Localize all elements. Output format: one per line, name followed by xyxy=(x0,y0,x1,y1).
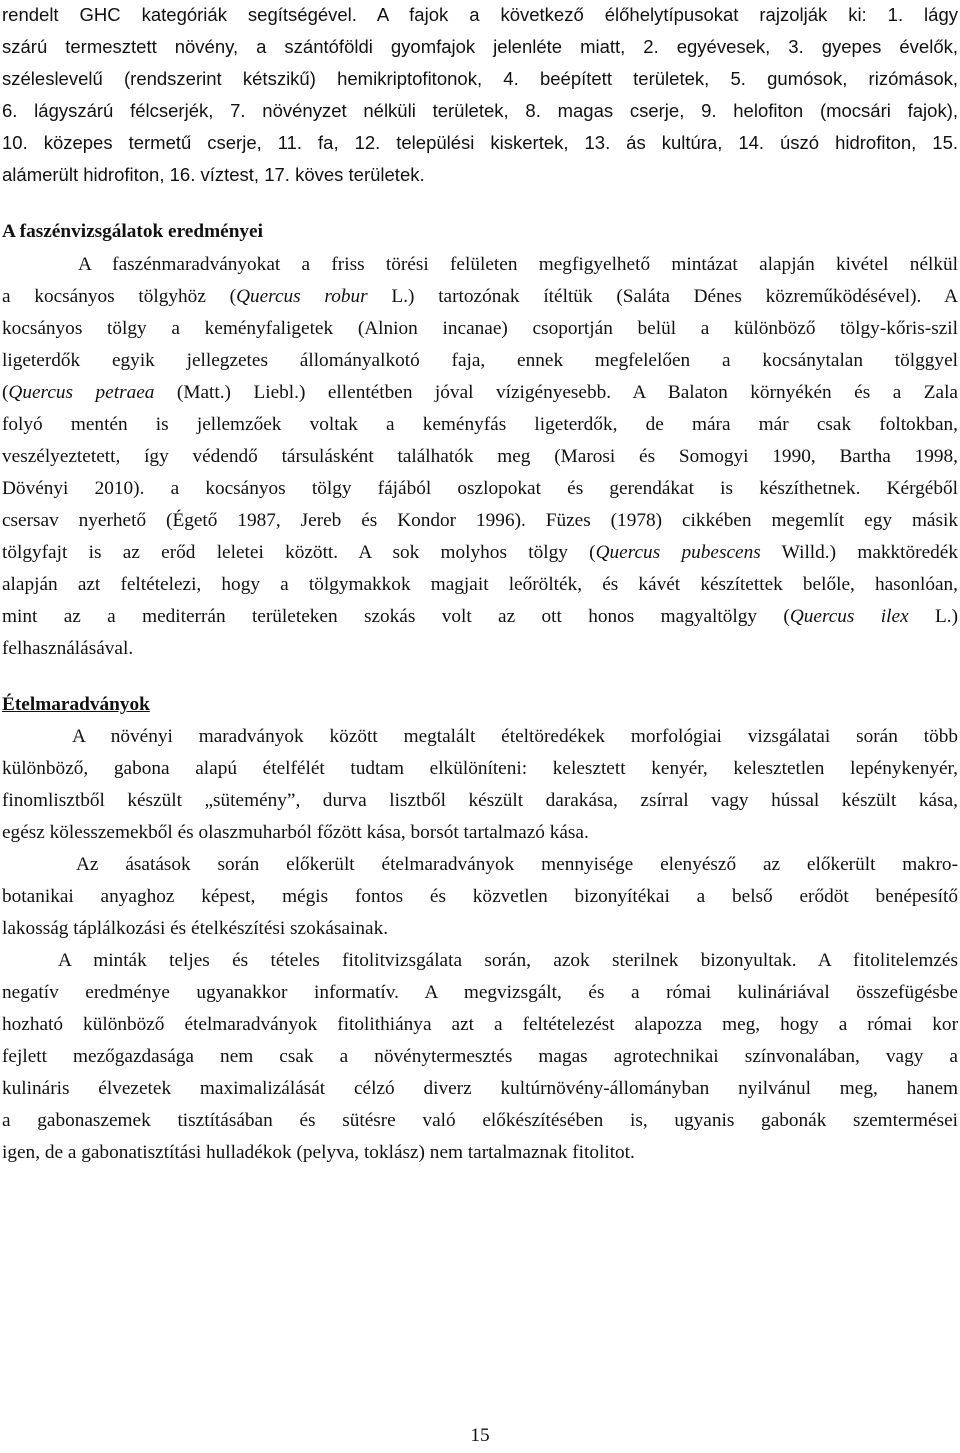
text-line: egész kölesszemekből és olaszmuharból főzött kása, borsót tartalmazó kása. xyxy=(2,822,589,843)
text-line: igen, de a gabonatisztítási hulladékok (pelyva, toklász) nem tartalmaznak fitolitot. xyxy=(2,1142,635,1163)
text-line: szárú termesztett növény, a szántóföldi gyomfajok jelenléte miatt, 2. egyévesek, 3. gyepes évelők, xyxy=(2,36,958,57)
text-line: finomlisztből készült „sütemény”, durva lisztből készült darakása, zsírral vagy hússal készült kása, xyxy=(2,790,958,811)
page-number: 15 xyxy=(470,1425,490,1446)
text-line: csersav nyerhető (Égető 1987, Jereb és Kondor 1996). Füzes (1978) cikkében megemlít egy másik xyxy=(2,510,958,531)
species-name: Quercus pubescens xyxy=(595,542,761,563)
text-line: mint az a mediterrán területeken szokás volt az ott honos magyaltölgy (Quercus ilex L.) xyxy=(2,606,958,627)
text-line: különböző, gabona alapú ételfélét tudtam elkülöníteni: kelesztett kenyér, kelesztetlen lepénykenyér, xyxy=(2,758,958,779)
text-line: folyó mentén is jellemzőek voltak a keményfás ligeterdők, de mára már csak foltokban, xyxy=(2,414,958,435)
text-line: fejlett mezőgazdasága nem csak a növénytermesztés magas agrotechnikai színvonalában, vagy a xyxy=(2,1046,958,1067)
section-heading-food-remains: Ételmaradványok xyxy=(2,694,150,715)
text-line: A növényi maradványok között megtalált ételtöredékek morfológiai vizsgálatai során több xyxy=(72,726,958,747)
text-line: botanikai anyaghoz képest, mégis fontos és közvetlen bizonyítékai a belső erődöt benépesítő xyxy=(2,886,958,907)
text-line: A faszénmaradványokat a friss törési felületen megfigyelhető mintázat alapján kivétel nélkül xyxy=(78,254,958,275)
text-line: 10. közepes termetű cserje, 11. fa, 12. települési kiskertek, 13. ás kultúra, 14. úszó hidrofiton, 15. xyxy=(2,132,958,153)
text-line: (Quercus petraea (Matt.) Liebl.) ellentétben jóval vízigényesebb. A Balaton környékén és a Zala xyxy=(2,382,958,403)
species-name: Quercus robur xyxy=(236,286,368,307)
text-line: felhasználásával. xyxy=(2,638,134,659)
section-heading-charcoal: A faszénvizsgálatok eredményei xyxy=(2,221,263,242)
text-line: a gabonaszemek tisztításában és sütésre való előkészítésében is, ugyanis gabonák szemtermései xyxy=(2,1110,958,1131)
text-line: Az ásatások során előkerült ételmaradványok mennyisége elenyésző az előkerült makro- xyxy=(76,854,958,875)
text-line: ligeterdők egyik jellegzetes állományalkotó faja, ennek megfelelően a kocsánytalan tölggyel xyxy=(2,350,958,371)
text-line: negatív eredménye ugyanakkor informatív. A megvizsgált, és a római kulináriával összefügésbe xyxy=(2,982,958,1003)
text-line: hozható különböző ételmaradványok fitolithiánya azt a feltételezést alapozza meg, hogy a római kor xyxy=(2,1014,958,1035)
text-line: széleslevelű (rendszerint kétszikű) hemikriptofitonok, 4. beépített területek, 5. gumósok, rizómások, xyxy=(2,68,958,89)
text-line: lakosság táplálkozási és ételkészítési szokásainak. xyxy=(2,918,389,939)
species-name: Quercus petraea xyxy=(8,382,155,403)
text-line: kocsányos tölgy a keményfaligetek (Alnion incanae) csoportján belül a különböző tölgy-kőris-szil xyxy=(2,318,958,339)
text-line: tölgyfajt is az erőd leletei között. A sok molyhos tölgy (Quercus pubescens Willd.) makktöredék xyxy=(2,542,958,563)
text-line: alapján azt feltételezi, hogy a tölgymakkok magjait leőrölték, és kávét készítettek belőle, hasonlóan, xyxy=(2,574,958,595)
text-line: a kocsányos tölgyhöz (Quercus robur L.) tartozónak ítéltük (Saláta Dénes közreműködésével). A xyxy=(2,286,958,307)
text-line: 6. lágyszárú félcserjék, 7. növényzet nélküli területek, 8. magas cserje, 9. helofiton (mocsári fajok), xyxy=(2,100,958,121)
text-line: Dövényi 2010). a kocsányos tölgy fájából oszlopokat és gerendákat is készíthetnek. Kérgéből xyxy=(2,478,958,499)
text-line: rendelt GHC kategóriák segítségével. A fajok a következő élőhelytípusokat rajzolják ki: 1. lágy xyxy=(2,4,958,25)
text-line: kulináris élvezetek maximalizálását célzó diverz kultúrnövény-állományban nyilvánul meg, hanem xyxy=(2,1078,958,1099)
text-line: A minták teljes és tételes fitolitvizsgálata során, azok sterilnek bizonyultak. A fitolitelemzés xyxy=(58,950,958,971)
text-line: veszélyeztetett, így védendő társulásként találhatók meg (Marosi és Somogyi 1990, Bartha 1998, xyxy=(2,446,958,467)
text-line: alámerült hidrofiton, 16. víztest, 17. köves területek. xyxy=(2,164,425,185)
species-name: Quercus ilex xyxy=(789,606,909,627)
